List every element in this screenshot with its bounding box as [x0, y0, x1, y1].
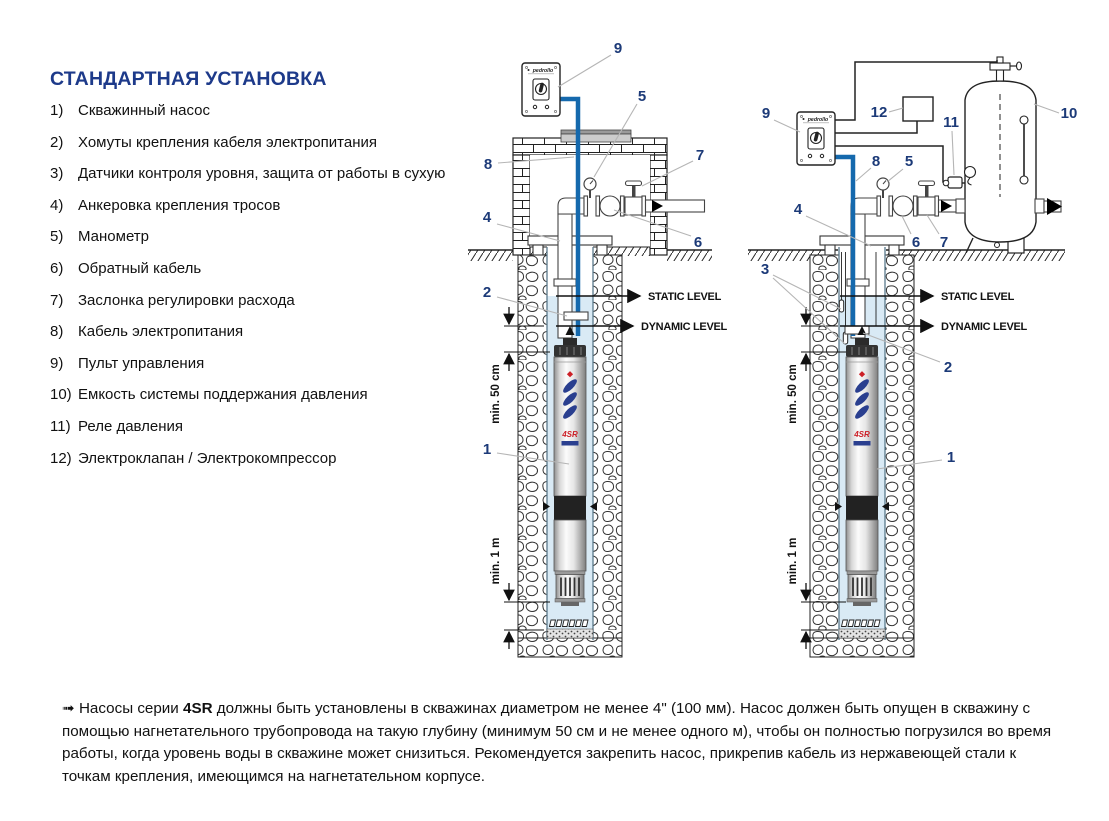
legend-item: 2) Хомуты крепления кабеля электропитания [50, 133, 377, 151]
callout-2: 2 [482, 284, 492, 301]
callout-5: 5 [637, 88, 647, 105]
callout-12: 12 [870, 104, 888, 121]
dynamic-level-label: DYNAMIC LEVEL [641, 321, 727, 333]
callout-10: 10 [1060, 105, 1078, 122]
pump-model-label: 4SR [562, 430, 578, 439]
control-panel [522, 63, 560, 116]
installation-diagrams: pedrollo 4SR STATIC LEVEL DYNAMIC LEVEL min. 50 cm min. 1 m 9 5 8 7 4 6 2 1 4SR STATIC LEVEL DYNAMIC LEVEL min. 50 cm min. 1 m 9 12 11 10 8 5 4 6 7 3 2 1 [0, 0, 1109, 821]
legend-item: 12) Электроклапан / Электрокомпрессор [50, 449, 337, 467]
callout-9: 9 [761, 105, 771, 122]
callout-3: 3 [760, 261, 770, 278]
legend-item: 9) Пульт управления [50, 354, 205, 372]
legend-item: 6) Обратный кабель [50, 259, 202, 277]
page-title: СТАНДАРТНАЯ УСТАНОВКА [50, 68, 327, 91]
cable-clamp [564, 312, 588, 320]
legend-item: 4) Анкеровка крепления тросов [50, 196, 281, 214]
dynamic-level-label: DYNAMIC LEVEL [941, 321, 1027, 333]
min1m-label: min. 1 m [490, 537, 502, 585]
legend-item: 8) Кабель электропитания [50, 323, 244, 341]
callout-6: 6 [911, 234, 921, 251]
tank-top-valve [990, 57, 1022, 81]
callout-1: 1 [946, 449, 956, 466]
callout-9: 9 [613, 40, 623, 57]
callout-5: 5 [904, 153, 914, 170]
pump-model-label: 4SR [854, 430, 870, 439]
legend-item: 11) Реле давления [50, 417, 184, 435]
pump-series-banner [562, 441, 579, 446]
callout-8: 8 [483, 156, 493, 173]
callout-11: 11 [943, 114, 959, 131]
control-panel [797, 112, 835, 165]
callout-2: 2 [943, 359, 953, 376]
installation-note: ➟ Насосы серии 4SR должны быть установлены в скважинах диаметром не менее 4" (100 мм). Насос должен быть опущен в скважину с помощью нагнетательного трубопровода на такую глубину (минимум 50 см и не менее одного м), чтобы он полностью погрузился во время работы, когда уровень воды в скважине может снизиться. Рекомендуется закрепить насос, прикрепив кабель из нержавеющей стали к точкам крепления, имеющимся на нагнетательном корпусе. [62, 700, 1052, 785]
cable-clamp [845, 326, 869, 334]
legend-item: 10) Емкость системы поддержания давления [50, 386, 368, 404]
callout-7: 7 [695, 147, 705, 164]
legend-item: 7) Заслонка регулировки расхода [50, 291, 295, 309]
flow-control-valve [918, 181, 935, 215]
callout-1: 1 [482, 441, 492, 458]
callout-4: 4 [793, 201, 803, 218]
check-valve [600, 196, 620, 216]
callout-8: 8 [871, 153, 881, 170]
pressure-tank [956, 57, 1062, 253]
electro-compressor [903, 97, 933, 121]
legend-item: 1) Скважинный насос [50, 102, 210, 119]
min50-label: min. 50 cm [490, 364, 502, 424]
legend-item: 3) Датчики контроля уровня, защита от работы в сухую [50, 165, 446, 183]
static-level-label: STATIC LEVEL [648, 291, 721, 303]
manometer [877, 178, 889, 198]
static-level-label: STATIC LEVEL [941, 291, 1014, 303]
min50-label: min. 50 cm [787, 364, 799, 424]
right-diagram [748, 57, 1077, 657]
min1m-label: min. 1 m [787, 537, 799, 585]
pump-series-banner [854, 441, 871, 446]
legend-item: 5) Манометр [50, 228, 150, 246]
arrow-bullet-icon: ➟ [62, 700, 75, 718]
left-diagram [468, 40, 728, 657]
callout-6: 6 [693, 234, 703, 251]
check-valve [893, 196, 913, 216]
pressure-switch [943, 177, 965, 188]
callout-4: 4 [482, 209, 492, 226]
callout-7: 7 [939, 234, 949, 251]
